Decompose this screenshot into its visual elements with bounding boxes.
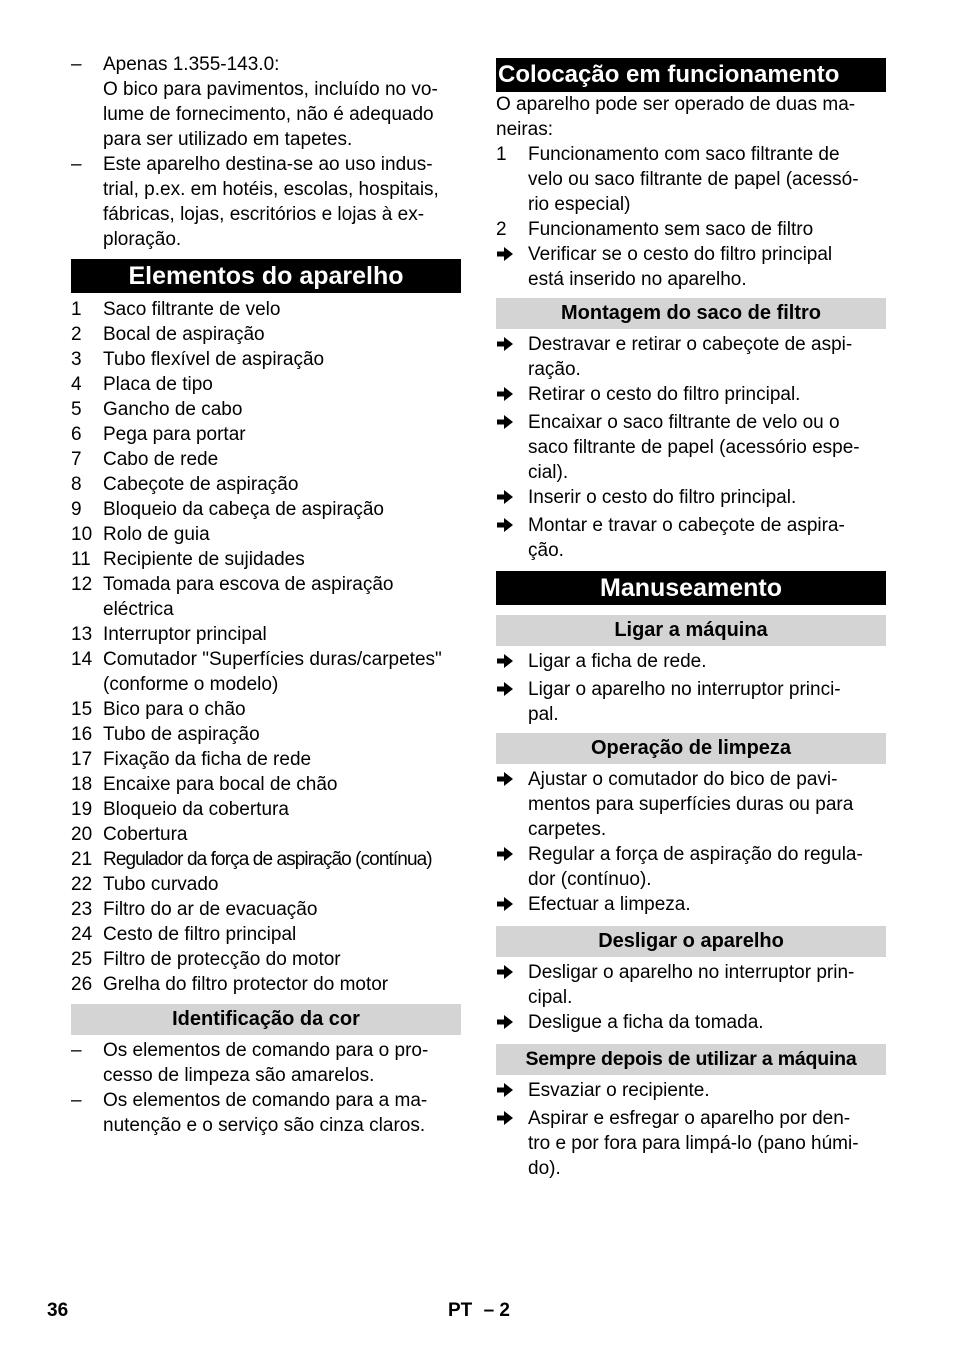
- list-item: [71, 297, 461, 322]
- item-text: Interruptor principal: [103, 624, 267, 645]
- list-item: [71, 772, 461, 797]
- item-text: Cobertura: [103, 824, 188, 845]
- subheading-switch-off: Desligar o aparelho: [496, 926, 886, 957]
- arrow-right-icon: [496, 516, 514, 534]
- list-item: [71, 322, 461, 347]
- item-number: 2: [496, 219, 507, 240]
- list-item: [71, 152, 461, 252]
- item-text: Tomada para escova de aspiração eléctrica: [103, 574, 394, 620]
- list-item: [71, 922, 461, 947]
- arrow-right-icon: [496, 652, 514, 670]
- item-number: 8: [71, 474, 82, 495]
- item-text: Recipiente de sujidades: [103, 549, 305, 570]
- item-number: 23: [71, 899, 93, 920]
- item-number: 3: [71, 349, 82, 370]
- arrow-right-icon: [496, 770, 514, 788]
- start-intro: O aparelho pode ser operado de duas ma- neiras:: [496, 94, 856, 140]
- item-text: Encaixe para bocal de chão: [103, 774, 338, 795]
- item-number: 7: [71, 449, 82, 470]
- arrow-right-icon: [496, 845, 514, 863]
- step-item: [496, 1106, 886, 1181]
- list-item-text: Este aparelho destina-se ao uso indus- trial, p.ex. em hotéis, escolas, hospitais, fábricas, lojas, escritórios e lojas à ex- ploração.: [103, 154, 439, 250]
- item-text: Tubo de aspiração: [103, 724, 260, 745]
- item-text: Regulador da força de aspiração (contínua): [103, 849, 432, 870]
- step-item: [496, 842, 886, 892]
- step-item: [496, 649, 886, 677]
- item-number: 21: [71, 849, 93, 870]
- arrow-right-icon: [496, 245, 514, 263]
- list-item: [71, 522, 461, 547]
- step-item: [496, 410, 886, 485]
- footer-section-label: [448, 1298, 510, 1323]
- dash-marker: –: [71, 1040, 82, 1061]
- subheading-filter-bag-mounting: Montagem do saco de filtro: [496, 298, 886, 329]
- list-item: [71, 1038, 461, 1088]
- item-text: Grelha do filtro protector do motor: [103, 974, 389, 995]
- item-text: Funcionamento sem saco de filtro: [528, 219, 814, 240]
- step-text: Ajustar o comutador do bico de pavi- mentos para superfícies duras ou para carpetes.: [528, 769, 854, 840]
- item-number: 2: [71, 324, 82, 345]
- arrow-right-icon: [496, 413, 514, 431]
- step-item: [496, 1010, 886, 1038]
- arrow-right-icon: [496, 1081, 514, 1099]
- item-number: 10: [71, 524, 93, 545]
- item-number: 14: [71, 649, 93, 670]
- step-text: Esvaziar o recipiente.: [528, 1080, 710, 1101]
- list-item: [71, 797, 461, 822]
- list-item: [71, 372, 461, 397]
- item-text: Rolo de guia: [103, 524, 210, 545]
- list-item: [71, 622, 461, 647]
- step-text: Verificar se o cesto do filtro principal está inserido no aparelho.: [528, 244, 833, 290]
- item-number: 15: [71, 699, 93, 720]
- item-number: 11: [71, 549, 91, 570]
- item-text: Gancho de cabo: [103, 399, 243, 420]
- step-text: Ligar o aparelho no interruptor princi- pal.: [528, 679, 841, 725]
- subheading-switch-on: Ligar a máquina: [496, 615, 886, 646]
- item-text: Bocal de aspiração: [103, 324, 265, 345]
- item-text: Saco filtrante de velo: [103, 299, 281, 320]
- list-item: [71, 822, 461, 847]
- subheading-color-identification: Identificação da cor: [71, 1004, 461, 1035]
- item-text: Comutador "Superfícies duras/carpetes" (conforme o modelo): [103, 649, 442, 695]
- item-number: 24: [71, 924, 93, 945]
- arrow-right-icon: [496, 385, 514, 403]
- list-item: [71, 422, 461, 447]
- page-number: 36: [47, 1300, 69, 1321]
- list-item-text: Os elementos de comando para a ma- nutenção e o serviço são cinza claros.: [103, 1090, 428, 1136]
- subheading-after-use: Sempre depois de utilizar a máquina: [496, 1044, 886, 1075]
- step-item: [496, 960, 886, 1010]
- list-item-text: Os elementos de comando para o pro- cesso de limpeza são amarelos.: [103, 1040, 429, 1086]
- arrow-right-icon: [496, 488, 514, 506]
- list-item: [71, 947, 461, 972]
- item-text: Pega para portar: [103, 424, 246, 445]
- item-text: Placa de tipo: [103, 374, 213, 395]
- item-number: 25: [71, 949, 93, 970]
- item-number: 6: [71, 424, 82, 445]
- arrow-right-icon: [496, 963, 514, 981]
- list-item: [71, 472, 461, 497]
- step-item: [496, 382, 886, 410]
- step-text: Regular a força de aspiração do regula- dor (contínuo).: [528, 844, 863, 890]
- item-text: Funcionamento com saco filtrante de velo ou saco filtrante de papel (acessó- rio especial): [528, 144, 859, 215]
- item-text: Filtro de protecção do motor: [103, 949, 341, 970]
- list-item: [71, 497, 461, 522]
- elements-list: [71, 297, 461, 997]
- dash-marker: –: [71, 154, 82, 175]
- step-item: [496, 677, 886, 727]
- arrow-right-icon: [496, 1109, 514, 1127]
- step-text: Aspirar e esfregar o aparelho por den- tro e por fora para limpá-lo (pano húmi- do).: [528, 1108, 859, 1179]
- item-text: Tubo flexível de aspiração: [103, 349, 325, 370]
- list-item: [71, 1088, 461, 1138]
- item-number: 13: [71, 624, 93, 645]
- right-column: [496, 58, 886, 1181]
- item-text: Bloqueio da cobertura: [103, 799, 289, 820]
- item-text: Cabo de rede: [103, 449, 219, 470]
- arrow-right-icon: [496, 895, 514, 913]
- section-page: – 2: [483, 1300, 510, 1321]
- item-number: 18: [71, 774, 93, 795]
- arrow-right-icon: [496, 680, 514, 698]
- item-number: 19: [71, 799, 93, 820]
- list-item: [71, 747, 461, 772]
- item-text: Tubo curvado: [103, 874, 219, 895]
- step-text: Ligar a ficha de rede.: [528, 651, 707, 672]
- subheading-cleaning: Operação de limpeza: [496, 733, 886, 764]
- item-number: 17: [71, 749, 93, 770]
- step-text: Encaixar o saco filtrante de velo ou o saco filtrante de papel (acessório espe- cial).: [528, 412, 860, 483]
- left-column: [71, 52, 461, 1138]
- item-text: Cabeçote de aspiração: [103, 474, 299, 495]
- list-item: [71, 547, 461, 572]
- item-number: 20: [71, 824, 93, 845]
- section-heading-handling: Manuseamento: [496, 571, 886, 605]
- list-item: [496, 217, 886, 242]
- step-item: [496, 485, 886, 513]
- dash-marker: –: [71, 54, 82, 75]
- step-item: [496, 767, 886, 842]
- list-item: [71, 872, 461, 897]
- section-heading-elements: Elementos do aparelho: [71, 259, 461, 293]
- item-text: Filtro do ar de evacuação: [103, 899, 318, 920]
- item-number: 22: [71, 874, 93, 895]
- item-number: 1: [496, 144, 507, 165]
- arrow-right-icon: [496, 335, 514, 353]
- step-text: Inserir o cesto do filtro principal.: [528, 487, 797, 508]
- item-text: Bico para o chão: [103, 699, 246, 720]
- item-text: Cesto de filtro principal: [103, 924, 297, 945]
- list-item: [71, 722, 461, 747]
- language-code: PT: [448, 1300, 473, 1321]
- step-text: Desligue a ficha da tomada.: [528, 1012, 764, 1033]
- item-number: 5: [71, 399, 82, 420]
- item-number: 1: [71, 299, 82, 320]
- item-number: 12: [71, 574, 93, 595]
- list-item: [71, 972, 461, 997]
- step-text: Efectuar a limpeza.: [528, 894, 691, 915]
- item-number: 16: [71, 724, 93, 745]
- item-text: Fixação da ficha de rede: [103, 749, 312, 770]
- item-number: 9: [71, 499, 82, 520]
- step-item: [496, 1078, 886, 1106]
- list-item: [71, 647, 461, 697]
- list-item-text: Apenas 1.355-143.0: O bico para pavimentos, incluído no vo- lume de fornecimento, não é adequado para ser utilizado em tapetes.: [103, 54, 438, 150]
- list-item: [496, 142, 886, 217]
- list-item: [71, 447, 461, 472]
- step-text: Montar e travar o cabeçote de aspira- ção.: [528, 515, 845, 561]
- arrow-right-icon: [496, 1013, 514, 1031]
- dash-marker: –: [71, 1090, 82, 1111]
- section-heading-start-up: Colocação em funcionamento: [496, 58, 886, 92]
- step-item: [496, 892, 886, 920]
- item-text: Bloqueio da cabeça de aspiração: [103, 499, 384, 520]
- list-item: [71, 572, 461, 622]
- step-item: [496, 513, 886, 563]
- list-item: [71, 52, 461, 152]
- list-item: [71, 697, 461, 722]
- item-number: 4: [71, 374, 82, 395]
- list-item: [71, 847, 461, 872]
- step-item: [496, 332, 886, 382]
- step-item: [496, 242, 886, 292]
- step-text: Desligar o aparelho no interruptor prin- cipal.: [528, 962, 855, 1008]
- list-item: [71, 397, 461, 422]
- step-text: Retirar o cesto do filtro principal.: [528, 384, 801, 405]
- item-number: 26: [71, 974, 93, 995]
- list-item: [71, 347, 461, 372]
- step-text: Destravar e retirar o cabeçote de aspi- ração.: [528, 334, 853, 380]
- list-item: [71, 897, 461, 922]
